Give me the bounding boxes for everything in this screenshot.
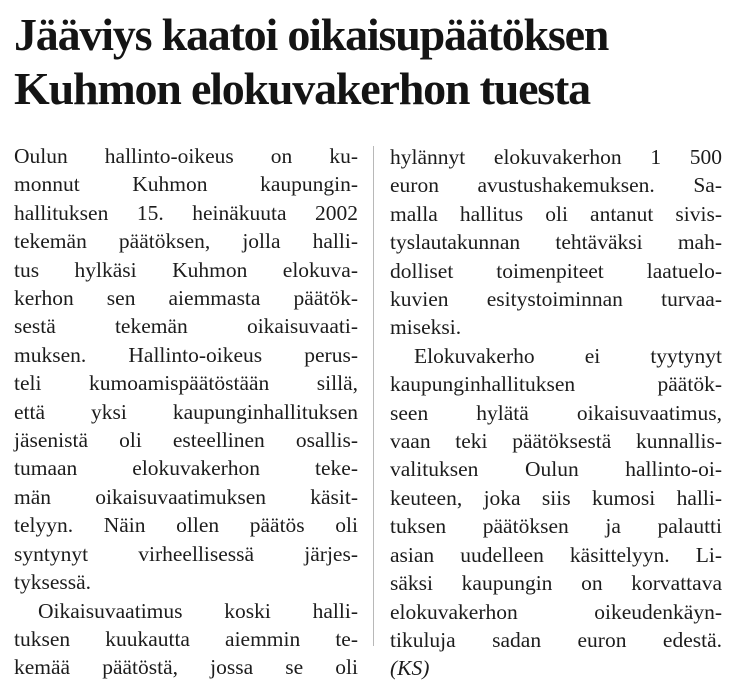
text-line: Oulun hallinto-oikeus on ku- (14, 144, 358, 168)
text-line: vaan teki päätöksestä kunnallis- (390, 429, 722, 454)
text-line: Elokuvakerho ei tyytynyt (414, 343, 722, 368)
headline-line-2: Kuhmon elokuvakerhon tuesta (14, 63, 590, 114)
left-column (14, 142, 358, 682)
text-line: tuksen kuukautta aiemmin te- (14, 626, 358, 651)
text-line: kaupunginhallituksen päätök- (390, 372, 722, 397)
text-line: monnut Kuhmon kaupungin- (14, 172, 358, 197)
headline (14, 8, 726, 116)
text-line: kuvien esitystoiminnan turvaa- (390, 287, 722, 312)
text-line: sestä tekemän oikaisuvaati- (14, 314, 358, 339)
text-line: tumaan elokuvakerhon teke- (14, 456, 358, 481)
text-line: dolliset toimenpiteet laatuelo- (390, 258, 722, 283)
text-line: hallituksen 15. heinäkuuta 2002 (14, 200, 358, 225)
text-line: keuteen, joka siis kumosi halli- (390, 485, 722, 510)
text-line: seen hylätä oikaisuvaatimus, (390, 400, 722, 425)
headline-line-1: Jääviys kaatoi oikaisupäätöksen (14, 9, 609, 60)
text-line: hylännyt elokuvakerhon 1 500 (390, 145, 722, 169)
text-line: telyyn. Näin ollen päätös oli (14, 513, 358, 538)
text-line: teli kumoamispäätöstään sillä, (14, 371, 358, 396)
text-line: muksen. Hallinto-oikeus perus- (14, 342, 358, 367)
text-line: Oikaisuvaatimus koski halli- (38, 598, 358, 623)
text-line: asian uudelleen käsittelyyn. Li- (390, 542, 722, 567)
text-line: tekemän päätöksen, jolla halli- (14, 229, 358, 254)
text-line: miseksi. (390, 315, 462, 340)
text-line: män oikaisuvaatimuksen käsit- (14, 484, 358, 509)
text-line: elokuvakerhon oikeudenkäyn- (390, 599, 722, 624)
byline: (KS) (390, 656, 430, 681)
text-line: euron avustushakemuksen. Sa- (390, 173, 722, 198)
text-line: tyslautakunnan tehtäväksi mah- (390, 230, 722, 255)
text-line: säksi kaupungin on korvattava (390, 571, 722, 596)
text-line: tyksessä. (14, 570, 92, 595)
text-line: että yksi kaupunginhallituksen (14, 399, 358, 424)
column-divider (373, 146, 374, 646)
right-column (390, 143, 722, 683)
text-line: valituksen Oulun hallinto-oi- (390, 457, 722, 482)
text-line: tuksen päätöksen ja palautti (390, 514, 722, 539)
text-line: kemää päätöstä, jossa se oli (14, 655, 358, 680)
text-line: kerhon sen aiemmasta päätök- (14, 286, 358, 311)
text-line: syntynyt virheellisessä järjes- (14, 541, 358, 566)
text-line: tikuluja sadan euron edestä. (390, 627, 722, 652)
text-line: jäsenistä oli esteellinen osallis- (14, 428, 358, 453)
text-line: tus hylkäsi Kuhmon elokuva- (14, 257, 358, 282)
text-line: malla hallitus oli antanut sivis- (390, 201, 722, 226)
